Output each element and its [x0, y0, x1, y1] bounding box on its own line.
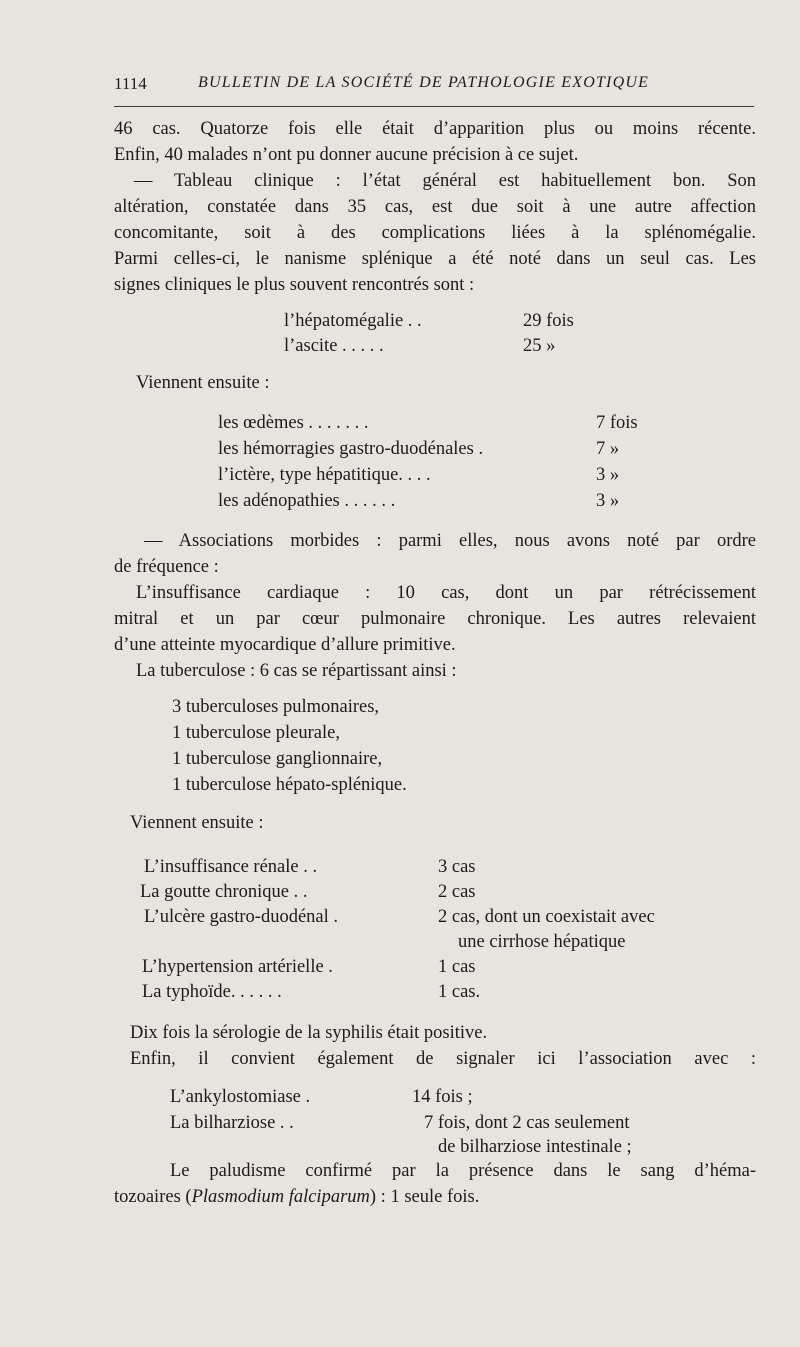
- paludisme-line: [114, 1184, 756, 1210]
- sign-label: l’ascite . . . . .: [284, 336, 384, 356]
- paludisme-text: ) : 1 seule fois.: [369, 1187, 480, 1207]
- sign-value: 7 »: [596, 439, 620, 459]
- sign-label: l’ictère, type hépatitique. . . .: [218, 465, 431, 485]
- sign-value: 3 »: [596, 491, 620, 511]
- species-name: Plasmodium falciparum: [191, 1187, 370, 1207]
- assoc-label: La goutte chronique . .: [140, 882, 308, 902]
- sign-label: les adénopathies . . . . . .: [218, 491, 396, 511]
- sign-value: 29 fois: [523, 311, 574, 331]
- parasite-value: 7 fois, dont 2 cas seulement: [424, 1113, 630, 1133]
- sign-value: 3 »: [596, 465, 620, 485]
- parasite-label: L’ankylostomiase .: [170, 1087, 311, 1107]
- para2-line: altération, constatée dans 35 cas, est due soit à une autre affection: [114, 197, 756, 217]
- syphilis-line: Dix fois la sérologie de la syphilis était positive.: [130, 1023, 488, 1043]
- header-rule: [114, 106, 754, 107]
- para1-line: Enfin, 40 malades n’ont pu donner aucune précision à ce sujet.: [114, 145, 579, 165]
- sign-label: l’hépatomégalie . .: [284, 311, 422, 331]
- para2-line: concomitante, soit à des complications liées à la splénomégalie.: [114, 223, 756, 243]
- parasite-value: de bilharziose intestinale ;: [438, 1137, 632, 1157]
- para3-line: de fréquence :: [114, 557, 219, 577]
- parasite-value: 14 fois ;: [412, 1087, 473, 1107]
- assoc-label: L’hypertension artérielle .: [142, 957, 333, 977]
- assoc-label: La typhoïde. . . . . .: [142, 982, 282, 1002]
- viennent-ensuite: Viennent ensuite :: [130, 813, 264, 833]
- sign-value: 7 fois: [596, 413, 638, 433]
- assoc-value: 2 cas, dont un coexistait avec: [438, 907, 655, 927]
- assoc-value: 3 cas: [438, 857, 476, 877]
- assoc-value: une cirrhose hépatique: [458, 932, 626, 952]
- sign-label: les œdèmes . . . . . . .: [218, 413, 369, 433]
- paludisme-line: Le paludisme confirmé par la présence dans le sang d’héma-: [170, 1161, 756, 1181]
- para2-line: — Tableau clinique : l’état général est habituellement bon. Son: [134, 171, 756, 191]
- para2-line: signes cliniques le plus souvent rencontrés sont :: [114, 275, 475, 295]
- tb-intro: La tuberculose : 6 cas se répartissant ainsi :: [136, 661, 457, 681]
- sign-label: les hémorragies gastro-duodénales .: [218, 439, 484, 459]
- assoc-label: L’ulcère gastro-duodénal .: [144, 907, 339, 927]
- assoc-value: 1 cas.: [438, 982, 481, 1002]
- para3-line: — Associations morbides : parmi elles, nous avons noté par ordre: [144, 531, 756, 551]
- assoc-value: 2 cas: [438, 882, 476, 902]
- assoc-value: 1 cas: [438, 957, 476, 977]
- tb-item: 1 tuberculose hépato-splénique.: [172, 775, 407, 795]
- running-header: [114, 72, 754, 98]
- running-title: BULLETIN DE LA SOCIÉTÉ DE PATHOLOGIE EXOTIQUE: [198, 74, 650, 91]
- viennent-ensuite: Viennent ensuite :: [136, 373, 270, 393]
- para1-line: 46 cas. Quatorze fois elle était d’apparition plus ou moins récente.: [114, 119, 756, 139]
- page-number: 1114: [114, 74, 147, 93]
- tb-item: 3 tuberculoses pulmonaires,: [172, 697, 380, 717]
- parasite-label: La bilharziose . .: [170, 1113, 294, 1133]
- para4-line: mitral et un par cœur pulmonaire chronique. Les autres relevaient: [114, 609, 756, 629]
- para2-line: Parmi celles-ci, le nanisme splénique a été noté dans un seul cas. Les: [114, 249, 756, 269]
- para4-line: d’une atteinte myocardique d’allure primitive.: [114, 635, 456, 655]
- enfin-line: Enfin, il convient également de signaler ici l’association avec :: [130, 1049, 756, 1069]
- assoc-label: L’insuffisance rénale . .: [144, 857, 318, 877]
- tb-item: 1 tuberculose ganglionnaire,: [172, 749, 383, 769]
- tb-item: 1 tuberculose pleurale,: [172, 723, 340, 743]
- sign-value: 25 »: [523, 336, 556, 356]
- paludisme-text: tozoaires (: [114, 1187, 192, 1207]
- para4-line: L’insuffisance cardiaque : 10 cas, dont un par rétrécissement: [136, 583, 756, 603]
